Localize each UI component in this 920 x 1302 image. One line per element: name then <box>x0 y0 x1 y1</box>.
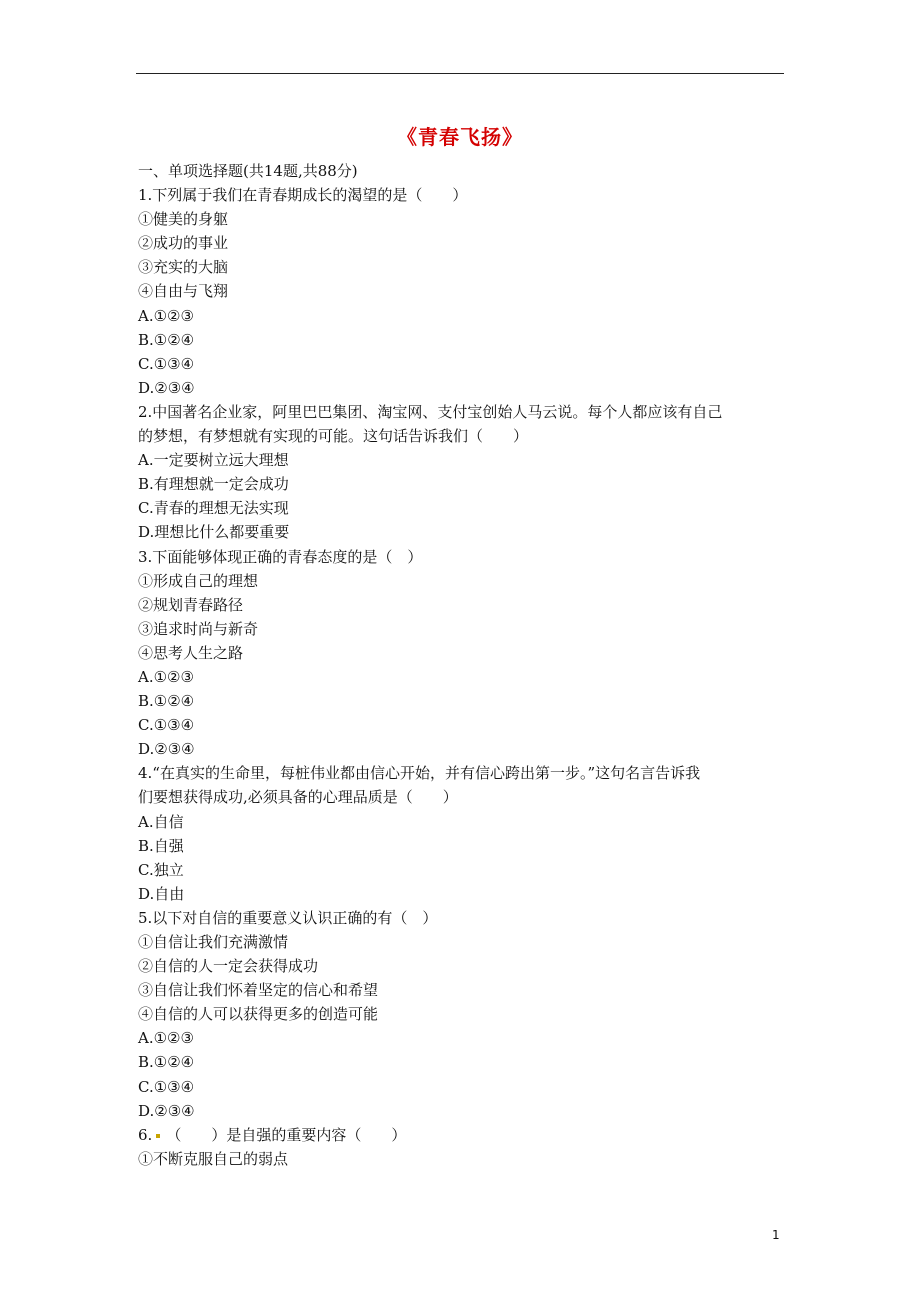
question-6-stem <box>138 1123 788 1147</box>
page-number: 1 <box>772 1228 780 1242</box>
question-1-option: A.①②③ <box>138 306 194 325</box>
question-5-option: A.①②③ <box>138 1029 194 1048</box>
question-1-item: ②成功的事业 <box>138 234 229 253</box>
question-2-option: D.理想比什么都要重要 <box>138 523 290 542</box>
question-5-option: C.①③④ <box>138 1077 195 1096</box>
section-heading: 一、单项选择题(共14题,共88分) <box>138 162 358 180</box>
question-6-item: ①不断克服自己的弱点 <box>138 1149 289 1168</box>
question-1-item: ①健美的身躯 <box>138 210 229 229</box>
question-2-option: C.青春的理想无法实现 <box>138 499 289 518</box>
question-3-item: ①形成自己的理想 <box>138 571 259 590</box>
question-4-option: A.自信 <box>138 812 184 831</box>
question-3-option: D.②③④ <box>138 740 195 759</box>
question-4-stem: 4.“在真实的生命里，每桩伟业都由信心开始，并有信心跨出第一步。”这句名言告诉我 <box>138 764 701 783</box>
question-5-item: ②自信的人一定会获得成功 <box>138 957 319 976</box>
document-title: 《青春飞扬》 <box>397 125 523 149</box>
question-4-option: B.自强 <box>138 836 184 855</box>
question-1-item: ④自由与飞翔 <box>138 282 229 301</box>
question-5-option: D.②③④ <box>138 1101 195 1120</box>
question-3-item: ②规划青春路径 <box>138 595 244 614</box>
question-4-option: D.自由 <box>138 884 185 903</box>
question-1-option: B.①②④ <box>138 330 195 349</box>
question-2-option: B.有理想就一定会成功 <box>138 475 289 494</box>
question-5-item: ③自信让我们怀着坚定的信心和希望 <box>138 981 379 1000</box>
question-5-item: ①自信让我们充满激情 <box>138 933 289 951</box>
question-6-text: （ ）是自强的重要内容（ ） <box>166 1125 407 1144</box>
header-rule <box>136 73 784 74</box>
question-3-option: A.①②③ <box>138 667 194 686</box>
question-1-item: ③充实的大脑 <box>138 258 229 277</box>
question-3-item: ③追求时尚与新奇 <box>138 619 259 638</box>
question-3-stem: 3.下面能够体现正确的青春态度的是（ ） <box>138 547 423 566</box>
question-5-item: ④自信的人可以获得更多的创造可能 <box>138 1005 379 1024</box>
highlight-mark <box>156 1134 160 1138</box>
question-1-option: C.①③④ <box>138 354 195 373</box>
question-4-option: C.独立 <box>138 860 184 879</box>
question-5-stem: 5.以下对自信的重要意义认识正确的有（ ） <box>138 908 438 927</box>
question-3-option: C.①③④ <box>138 716 195 735</box>
question-1-option: D.②③④ <box>138 378 195 397</box>
question-6-number: 6. <box>138 1125 153 1144</box>
question-2-stem: 2.中国著名企业家，阿里巴巴集团、淘宝网、支付宝创始人马云说。每个人都应该有自己 <box>138 402 723 421</box>
question-3-item: ④思考人生之路 <box>138 643 244 662</box>
question-3-option: B.①②④ <box>138 692 195 711</box>
question-4-stem-continued: 们要想获得成功,必须具备的心理品质是（ ） <box>138 788 458 807</box>
question-2-stem-continued: 的梦想，有梦想就有实现的可能。这句话告诉我们（ ） <box>138 427 529 446</box>
question-list <box>138 159 788 1171</box>
question-2-option: A.一定要树立远大理想 <box>138 451 289 470</box>
question-5-option: B.①②④ <box>138 1053 195 1072</box>
question-1-stem: 1.下列属于我们在青春期成长的渴望的是（ ） <box>138 186 468 205</box>
